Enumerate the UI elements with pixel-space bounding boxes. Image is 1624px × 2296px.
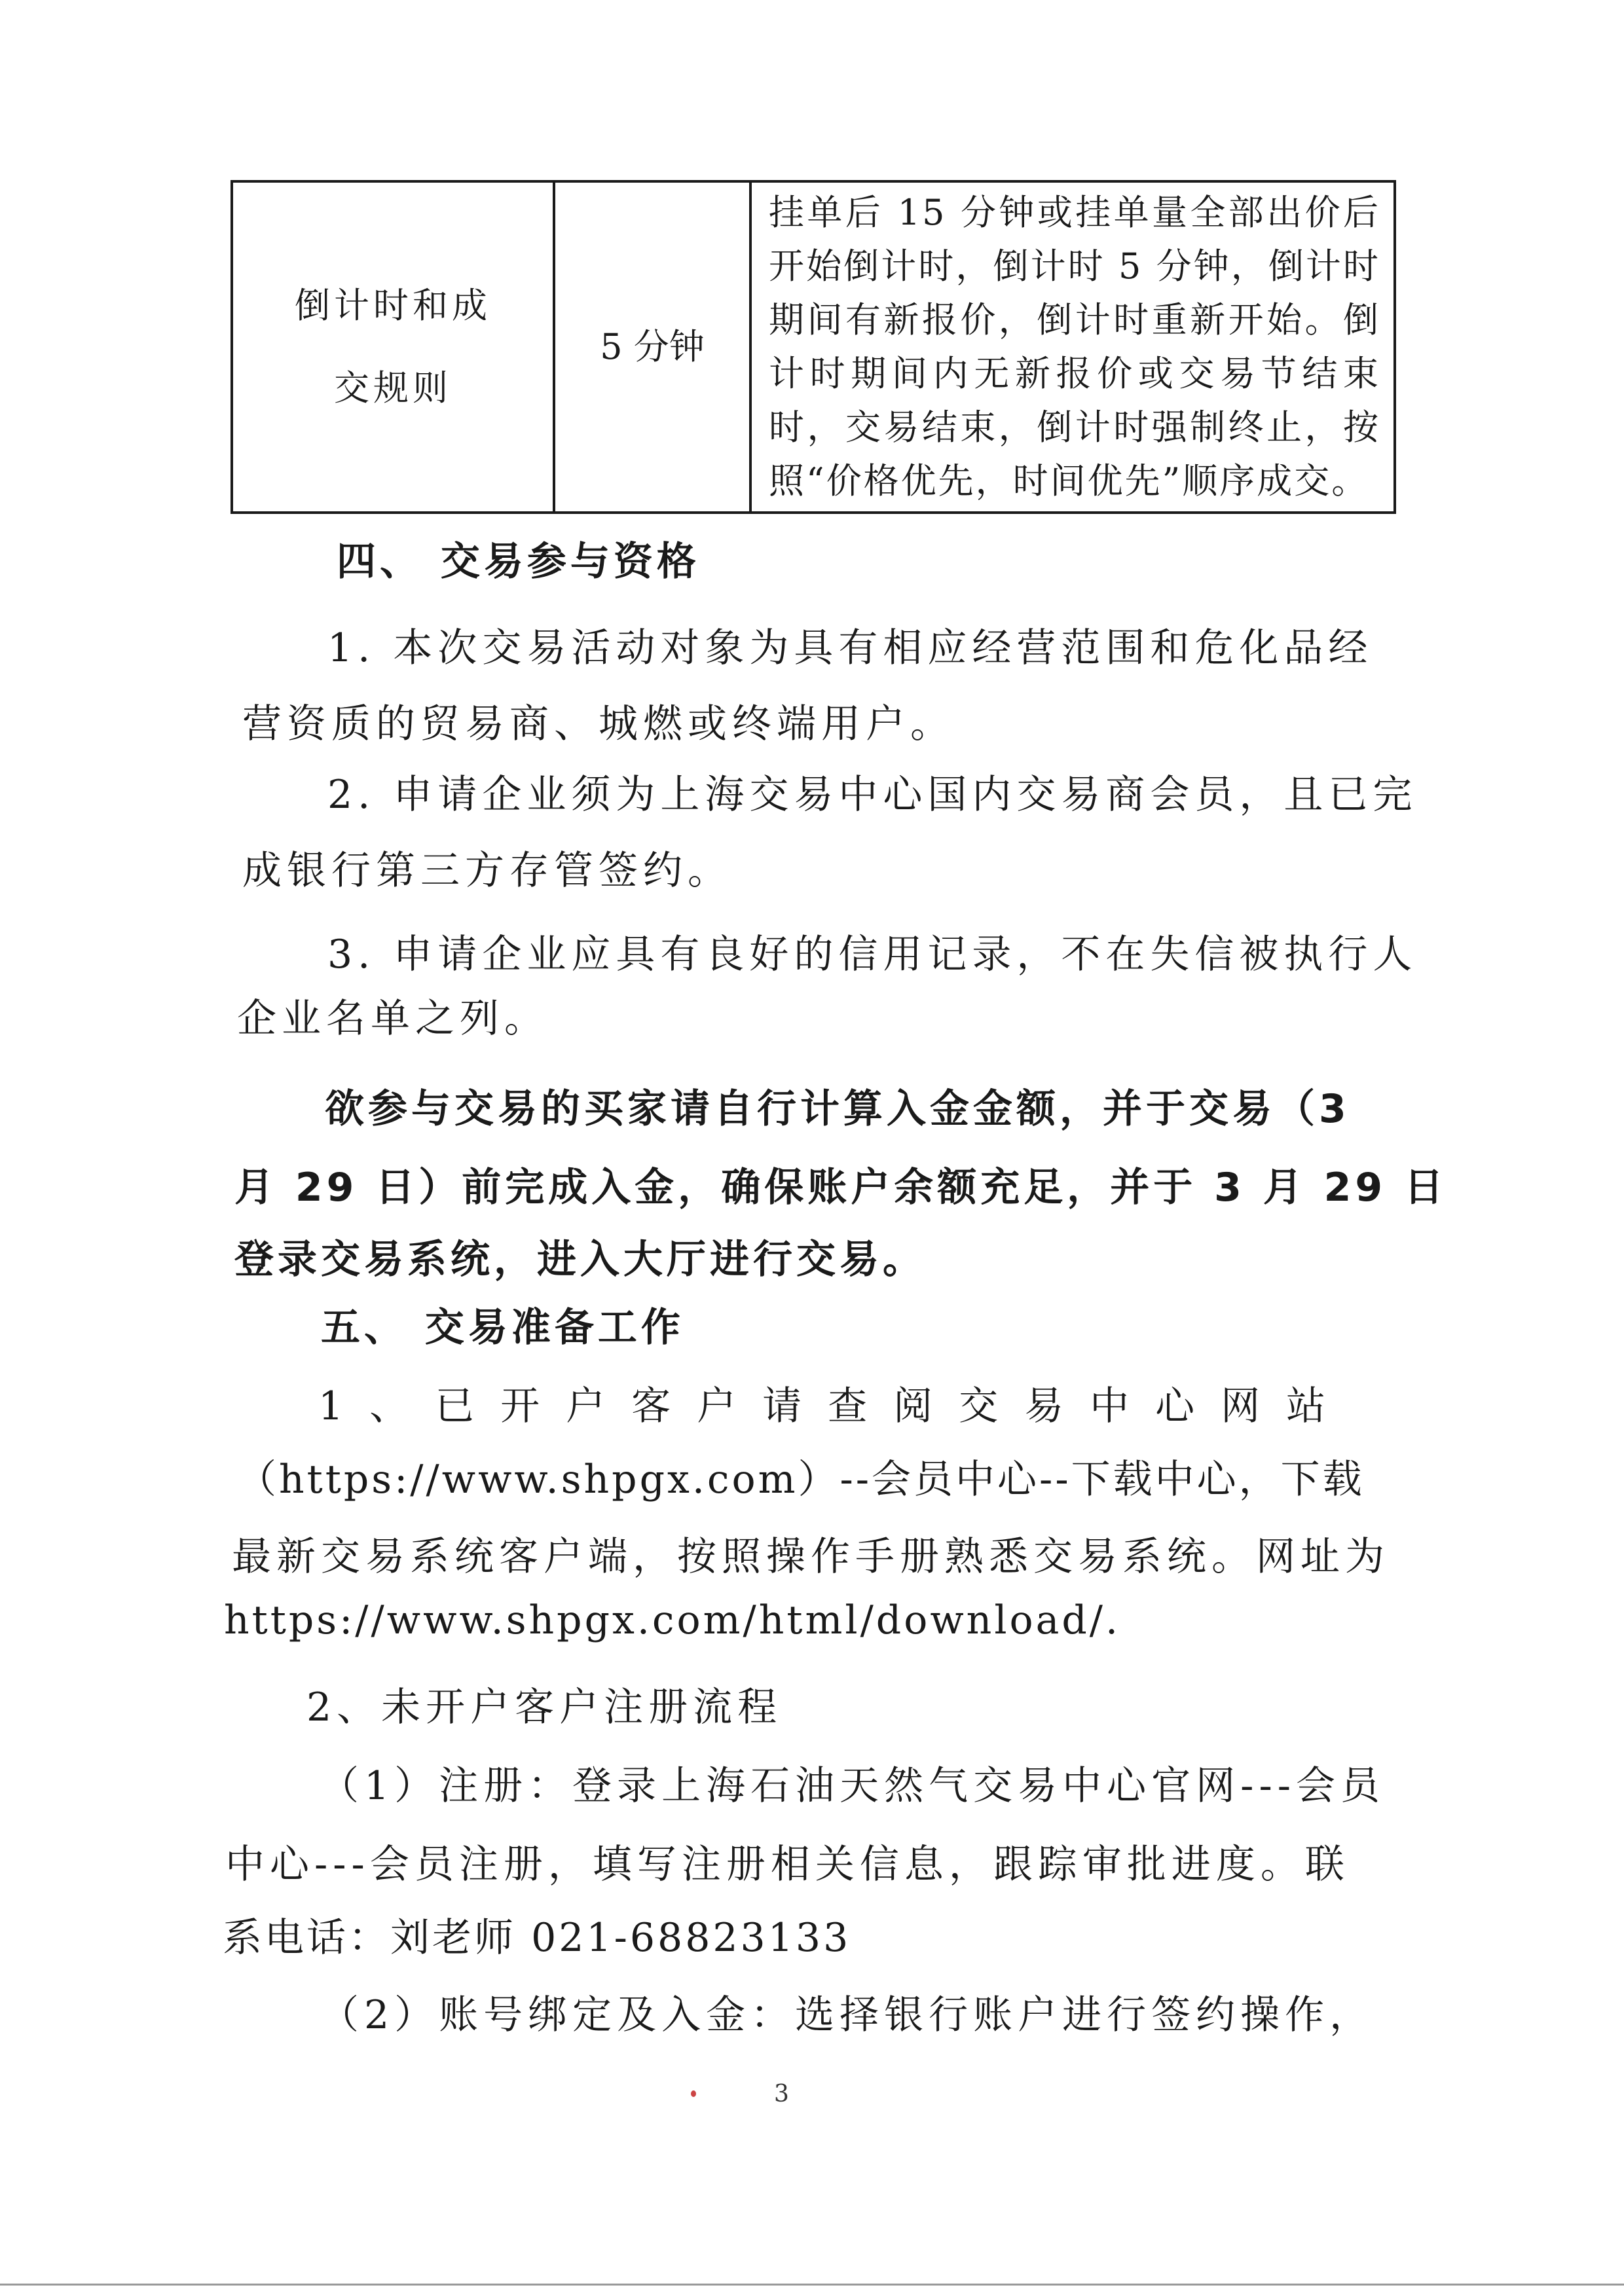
registration-step-1-line-2: 中心---会员注册，填写注册相关信息，跟踪审批进度。联 [225,1842,1350,1887]
section-5-heading: 五、 交易准备工作 [321,1305,684,1351]
rule-name-cell [232,181,554,513]
section-5-item-1-line-3: 最新交易系统客户端，按照操作手册熟悉交易系统。网址为 [232,1534,1390,1580]
section-4-item-1-line-1: 1. 本次交易活动对象为具有相应经营范围和危化品经 [327,625,1373,671]
section-5-item-2: 2、未开户客户注册流程 [306,1685,783,1730]
section-4-heading: 四、 交易参与资格 [337,539,700,585]
notice-line-1: 欲参与交易的买家请自行计算入金金额，并于交易（3 [325,1086,1350,1132]
scan-edge-line [0,2284,1624,2286]
scan-mark [691,2090,696,2097]
rule-name-text: 倒计时和成交规则 [295,285,491,409]
registration-step-1-line-3: 系电话：刘老师 021-68823133 [223,1915,851,1961]
notice-line-3: 登录交易系统，进入大厅进行交易。 [234,1237,926,1283]
section-4-item-3-line-2: 企业名单之列。 [237,996,549,1042]
registration-step-2-line-1: （2）账号绑定及入金：选择银行账户进行签约操作， [320,1992,1375,2038]
rule-description-cell: 挂单后 15 分钟或挂单量全部出价后开始倒计时，倒计时 5 分钟，倒计时期间有新报价，倒计时重新开始。倒计时期间内无新报价或交易节结束时，交易结束，倒计时强制终止，按照“价格优先，时间优先”顺序成交。 [750,181,1395,513]
section-4-item-2-line-1: 2. 申请企业须为上海交易中心国内交易商会员，且已完 [327,772,1418,818]
download-url: https://www.shpgx.com/html/download/. [224,1597,1121,1643]
section-5-item-1-line-2: （https://www.shpgx.com）--会员中心--下载中心，下载 [237,1457,1365,1503]
section-4-item-3-line-1: 3. 申请企业应具有良好的信用记录，不在失信被执行人 [327,932,1418,977]
section-5-item-1-line-1: 1、已开户客户请查阅交易中心网站 [318,1383,1352,1429]
section-4-item-1-line-2: 营资质的贸易商、城燃或终端用户。 [242,701,955,747]
trading-rules-table [231,180,1396,514]
section-4-item-2-line-2: 成银行第三方存管签约。 [242,848,732,894]
page-number: 3 [774,2081,789,2107]
table-row [232,181,1395,513]
registration-step-1-line-1: （1）注册：登录上海石油天然气交易中心官网---会员 [320,1763,1385,1809]
rule-duration-cell: 5 分钟 [554,181,750,513]
notice-line-2: 月 29 日）前完成入金，确保账户余额充足，并于 3 月 29 日 [234,1165,1448,1211]
